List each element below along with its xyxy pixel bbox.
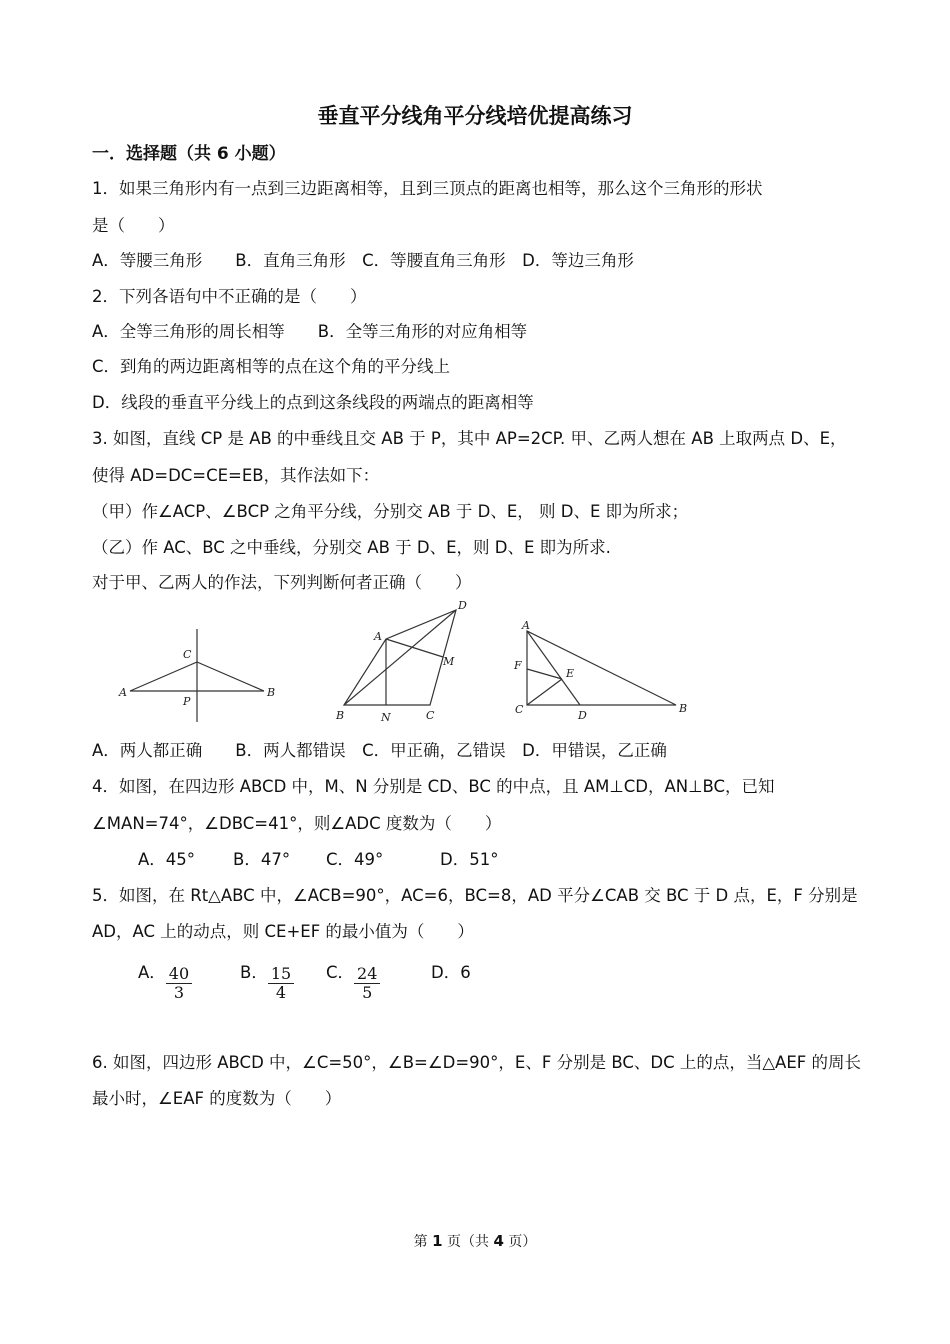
q3-question: 对于甲、乙两人的作法，下列判断何者正确（ ）: [92, 573, 472, 592]
q3-method-yi: （乙）作 AC、BC 之中垂线，分别交 AB 于 D、E，则 D、E 即为所求.: [92, 538, 611, 557]
figure-3: [513, 619, 687, 722]
q5-option-a-numerator: 40: [166, 965, 192, 984]
q5-option-a: [138, 959, 192, 1002]
fig2-segment-am: [386, 639, 443, 657]
fig2-diagonal-bd: [344, 610, 456, 705]
q2-option-c: C．到角的两边距离相等的点在这个角的平分线上: [92, 357, 451, 376]
fig2-label-m: M: [443, 655, 455, 668]
q6-stem-line1: 6. 如图，四边形 ABCD 中，∠C=50°，∠B=∠D=90°，E、F 分别是 BC、DC 上的点，当△AEF 的周长: [92, 1053, 861, 1072]
fig3-label-c: C: [515, 703, 524, 716]
fig1-segment-cb: [197, 662, 264, 691]
q4-option-a: A．45°: [138, 850, 196, 869]
q4-stem-line2: ∠MAN=74°，∠DBC=41°，则∠ADC 度数为（ ）: [92, 814, 502, 833]
footer-total-pages: 4: [493, 1232, 504, 1250]
fig3-segment-ce: [527, 679, 562, 705]
q3-stem-line1: 3. 如图，直线 CP 是 AB 的中垂线且交 AB 于 P，其中 AP=2CP. 甲、乙两人想在 AB 上取两点 D、E，: [92, 429, 847, 448]
fig3-label-f: F: [514, 659, 522, 672]
q5-option-a-label: A．: [138, 963, 166, 982]
fig1-label-a: A: [119, 686, 127, 699]
q4-option-b: B．47°: [233, 850, 291, 869]
fig3-segment-fe: [527, 669, 562, 679]
q5-option-b: [240, 959, 294, 1002]
q2-options-ab: A．全等三角形的周长相等 B．全等三角形的对应角相等: [92, 322, 528, 341]
fig1-label-p: P: [183, 695, 191, 708]
q5-option-c-label: C．: [326, 963, 355, 982]
footer-prefix: 第: [413, 1234, 433, 1250]
footer-suffix: 页）: [503, 1234, 537, 1250]
q5-option-a-denominator: 3: [173, 983, 185, 1002]
fig1-segment-ac: [130, 662, 197, 691]
q2-stem: 2．下列各语句中不正确的是（ ）: [92, 287, 367, 306]
q1-stem-line2: 是（ ）: [92, 216, 175, 235]
fig3-label-b: B: [679, 702, 688, 715]
q5-stem-line2: AD，AC 上的动点，则 CE+EF 的最小值为（ ）: [92, 922, 474, 941]
footer-page-number: 1: [432, 1232, 443, 1250]
figure-2: [335, 599, 467, 724]
page-title: 垂直平分线角平分线培优提高练习: [317, 104, 633, 128]
q5-option-b-numerator: 15: [268, 965, 294, 984]
q1-options: A．等腰三角形 B．直角三角形 C．等腰直角三角形 D．等边三角形: [92, 251, 634, 270]
fig1-label-b: B: [267, 686, 276, 699]
figures-area: [0, 595, 950, 730]
q4-option-d: D．51°: [440, 850, 499, 869]
q4-option-c: C．49°: [326, 850, 384, 869]
fig3-label-a: A: [522, 619, 530, 632]
section-heading: 一．选择题（共 6 小题）: [92, 144, 286, 164]
q5-option-c-denominator: 5: [362, 983, 373, 1002]
figure-1: [118, 629, 275, 722]
fig3-triangle: [527, 631, 676, 705]
fig2-label-c: C: [426, 709, 435, 722]
fig3-label-e: E: [566, 667, 575, 680]
q4-stem-line1: 4．如图，在四边形 ABCD 中，M、N 分别是 CD、BC 的中点，且 AM⊥CD，AN⊥BC，已知: [92, 777, 775, 796]
q5-option-c-fraction: [354, 965, 380, 1002]
q5-option-a-fraction: [166, 965, 192, 1002]
fig1-label-c: C: [183, 648, 192, 661]
q5-stem-line1: 5．如图，在 Rt△ABC 中，∠ACB=90°，AC=6，BC=8，AD 平分∠CAB 交 BC 于 D 点，E，F 分别是: [92, 886, 858, 905]
fig2-label-b: B: [336, 709, 345, 722]
fig2-label-d: D: [458, 599, 467, 612]
q3-options: A．两人都正确 B．两人都错误 C．甲正确，乙错误 D．甲错误，乙正确: [92, 741, 667, 760]
q5-option-c-numerator: 24: [354, 965, 380, 984]
fig3-label-d: D: [578, 709, 587, 722]
fig2-label-n: N: [381, 711, 391, 724]
q5-option-b-denominator: 4: [275, 983, 287, 1002]
q5-option-b-label: B．: [240, 963, 268, 982]
footer-middle: 页（共: [442, 1234, 494, 1250]
page-footer: [0, 1231, 950, 1251]
q1-stem-line1: 1．如果三角形内有一点到三边距离相等，且到三顶点的距离也相等，那么这个三角形的形状: [92, 179, 763, 198]
fig2-label-a: A: [374, 630, 382, 643]
q6-stem-line2: 最小时，∠EAF 的度数为（ ）: [92, 1089, 342, 1108]
q5-option-c: [326, 959, 380, 1002]
q3-stem-line2: 使得 AD=DC=CE=EB，其作法如下：: [92, 466, 380, 485]
q2-option-d: D．线段的垂直平分线上的点到这条线段的两端点的距离相等: [92, 393, 534, 412]
q3-method-jia: （甲）作∠ACP、∠BCP 之角平分线，分别交 AB 于 D、E， 则 D、E 即为所求；: [92, 502, 689, 521]
q5-option-b-fraction: [268, 965, 294, 1002]
q5-option-d: D．6: [431, 963, 471, 982]
